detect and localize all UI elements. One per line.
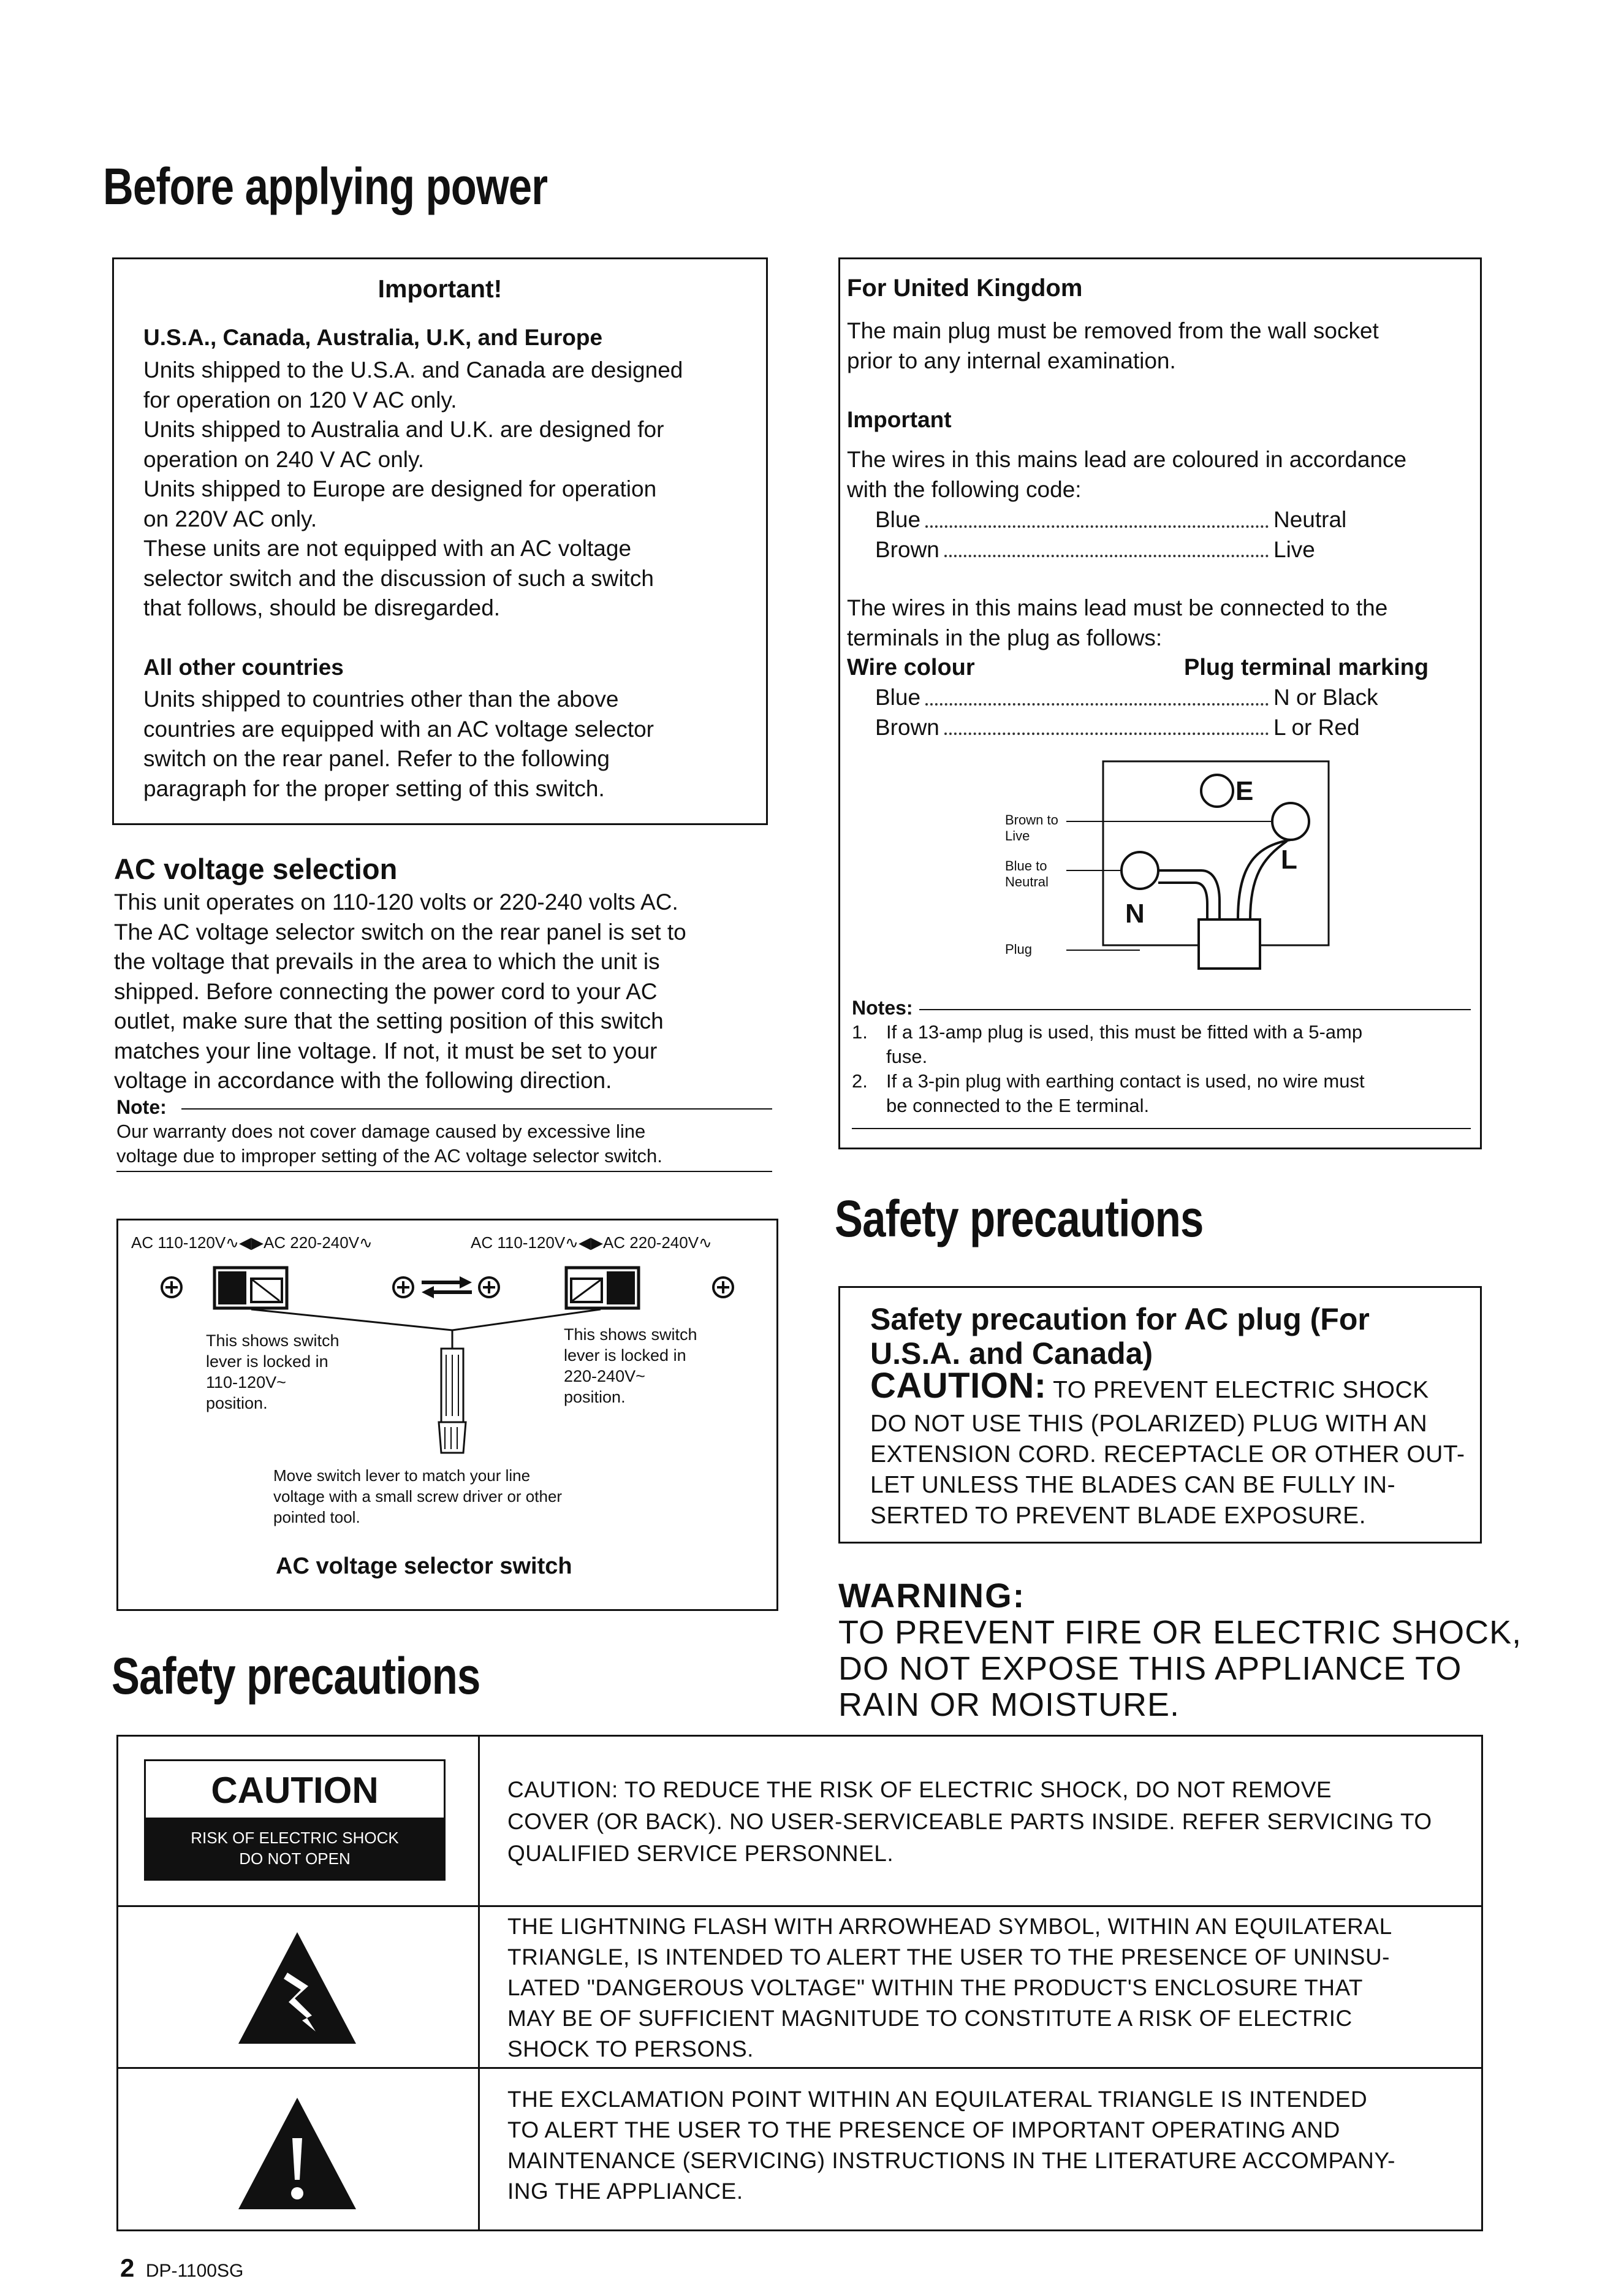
page-number: 2 [120,2253,135,2282]
text-line: switch on the rear panel. Refer to the following [143,746,610,771]
safety-title-left: Safety precautions [112,1647,480,1705]
switch-left-icon [214,1268,287,1308]
wire-colour-header: Wire colour [847,655,975,680]
switch-label-right: AC 110-120V∿◀▶AC 220-240V∿ [471,1233,712,1252]
text-line: Units shipped to the U.S.A. and Canada are designed [143,357,683,383]
lightning-triangle-icon [236,1930,359,2046]
ac-plug-safety-heading [870,1302,1370,1371]
caution-label-title: CAUTION [211,1770,379,1811]
text-line: voltage due to improper setting of the AC voltage selector switch. [116,1145,662,1167]
caption-line: lever is locked in [564,1346,686,1365]
page-title: Before applying power [103,158,548,215]
label-line: Live [1005,828,1030,843]
caution-text [870,1409,1471,1531]
move-caption [273,1465,562,1528]
label-line: Brown to [1005,812,1058,828]
terminal-row [875,683,1396,713]
terminal-value: N or Black [1273,685,1378,710]
text-line: Units shipped to Australia and U.K. are designed for [143,417,664,442]
caption-line: position. [206,1394,268,1412]
caution-line-1 [870,1366,1429,1406]
page-footer [120,2253,243,2283]
text-line: The wires in this mains lead are coloured in accordance [847,447,1407,472]
region-heading-usa: U.S.A., Canada, Australia, U.K, and Europe [143,325,603,350]
region-text-other [143,685,738,804]
switch-right-icon [566,1268,639,1308]
code-row [875,535,1396,565]
heading-line: Safety precaution for AC plug (For [870,1302,1370,1336]
wire-name: Brown [875,536,939,562]
caption-line: pointed tool. [273,1508,360,1526]
caution-first: TO PREVENT ELECTRIC SHOCK [1053,1377,1429,1403]
exclamation-triangle-icon [236,2095,359,2212]
caution-label-band [146,1818,444,1879]
table-row-1-text [507,1774,1463,1870]
note-line: fuse. [886,1046,928,1067]
text-line: Units shipped to Europe are designed for operation [143,476,657,501]
text-line: TO PREVENT FIRE OR ELECTRIC SHOCK, [838,1614,1522,1651]
blue-to-neutral-label [1005,858,1049,890]
leader-dots [925,703,1269,706]
plug-terminal-header: Plug terminal marking [1184,655,1429,680]
terminal-e-label: E [1235,776,1254,806]
leader-dots [944,733,1269,735]
safety-title-right: Safety precautions [835,1190,1204,1247]
text-line: Units shipped to countries other than the above [143,687,619,712]
text-line: LET UNLESS THE BLADES CAN BE FULLY IN- [870,1472,1396,1498]
text-line: that follows, should be disregarded. [143,595,501,620]
terminal-row [875,713,1396,743]
uk-heading: For United Kingdom [847,275,1083,302]
text-line: The AC voltage selector switch on the rear panel is set to [114,919,686,945]
text-line: TO ALERT THE USER TO THE PRESENCE OF IMPORTANT OPERATING AND [507,2117,1340,2142]
text-line: EXTENSION CORD. RECEPTACLE OR OTHER OUT- [870,1441,1465,1468]
screw-icon [713,1277,733,1297]
note-text [886,1069,1365,1118]
ac-selection-text [114,888,776,1096]
note-item [852,1020,1477,1069]
risk-line: RISK OF ELECTRIC SHOCK [191,1829,399,1847]
note-line: If a 13-amp plug is used, this must be fitted with a 5-amp [886,1021,1363,1043]
text-line: DO NOT EXPOSE THIS APPLIANCE TO [838,1650,1462,1687]
plug-label: Plug [1005,942,1033,957]
uk-code-intro [847,445,1472,504]
text-line: THE LIGHTNING FLASH WITH ARROWHEAD SYMBOL, WITHIN AN EQUILATERAL [507,1914,1392,1939]
uk-terminal-list [875,683,1396,742]
switch-figure-title: AC voltage selector switch [276,1553,572,1579]
leader-dots [925,525,1269,528]
caution-label [144,1759,446,1881]
caption-line: This shows switch [206,1331,340,1350]
ac-note-label: Note: [116,1096,167,1118]
caption-line: lever is locked in [206,1352,328,1371]
text-line: DO NOT USE THIS (POLARIZED) PLUG WITH AN [870,1411,1428,1437]
region-text-usa [143,356,738,623]
label-line: Neutral [1005,874,1049,889]
leader-dots [944,555,1269,557]
note-end-rule [116,1171,772,1172]
region-heading-other: All other countries [143,655,344,680]
table-row-2-text [507,1911,1463,2065]
text-line: with the following code: [847,476,1082,502]
wire-value: Neutral [1273,507,1347,532]
table-col-divider [478,1735,480,2231]
terminal-value: L or Red [1273,714,1360,740]
text-line: the voltage that prevails in the area to which the unit is [114,949,660,974]
screw-icon [479,1277,499,1297]
text-line: ING THE APPLIANCE. [507,2179,743,2204]
note-number: 1. [852,1021,868,1043]
note-text [886,1020,1362,1069]
notes-rule [919,1009,1471,1010]
caption-line: voltage with a small screw driver or other [273,1487,563,1506]
caption-line: 110-120V~ [206,1373,286,1392]
uk-code-list [875,505,1396,565]
table-row-3-text [507,2084,1463,2207]
warning-word: WARNING: [838,1576,1026,1615]
text-line: Our warranty does not cover damage caused by excessive line [116,1121,646,1142]
text-line: shipped. Before connecting the power cord to your AC [114,978,658,1004]
notes-end-rule [852,1128,1471,1129]
text-line: outlet, make sure that the setting position of this switch [114,1008,664,1034]
text-line: RAIN OR MOISTURE. [838,1686,1180,1723]
model-number: DP-1100SG [145,2261,244,2281]
risk-line: DO NOT OPEN [239,1849,351,1868]
text-line: TRIANGLE, IS INTENDED TO ALERT THE USER TO THE PRESENCE OF UNINSU- [507,1944,1390,1970]
terminal-l-label: L [1281,845,1297,875]
text-line: SERTED TO PREVENT BLADE EXPOSURE. [870,1502,1367,1529]
brown-to-live-label [1005,812,1058,844]
uk-intro [847,316,1472,376]
wire-name: Blue [875,685,921,710]
label-line: Blue to [1005,858,1047,874]
note-number: 2. [852,1070,868,1092]
switch-label-left: AC 110-120V∿◀▶AC 220-240V∿ [131,1233,373,1252]
table-row-divider [116,2067,1483,2069]
screw-icon [393,1277,413,1297]
text-line: These units are not equipped with an AC voltage [143,536,632,561]
text-line: SHOCK TO PERSONS. [507,2036,754,2062]
note-rule [181,1108,772,1110]
caution-word: CAUTION: [870,1366,1047,1406]
text-line: prior to any internal examination. [847,348,1176,373]
wire-name: Brown [875,714,939,740]
text-line: selector switch and the discussion of such a switch [143,565,654,591]
warning-text [838,1615,1522,1723]
text-line: MAY BE OF SUFFICIENT MAGNITUDE TO CONSTITUTE A RISK OF ELECTRIC [507,2006,1353,2031]
swap-arrows-icon [422,1276,472,1298]
text-line: operation on 240 V AC only. [143,446,425,472]
plug-wiring-diagram [999,760,1342,993]
text-line: CAUTION: TO REDUCE THE RISK OF ELECTRIC SHOCK, DO NOT REMOVE [507,1777,1332,1802]
text-line: QUALIFIED SERVICE PERSONNEL. [507,1841,894,1866]
wire-value: Live [1273,536,1315,562]
text-line: paragraph for the proper setting of this switch. [143,775,605,801]
switch-left-caption [206,1330,340,1414]
uk-notes [852,1020,1477,1118]
note-line: be connected to the E terminal. [886,1095,1150,1116]
note-line: If a 3-pin plug with earthing contact is used, no wire must [886,1070,1365,1092]
screw-icon [162,1277,181,1297]
text-line: COVER (OR BACK). NO USER-SERVICEABLE PARTS INSIDE. REFER SERVICING TO [507,1809,1432,1834]
uk-important: Important [847,407,952,432]
table-row-divider [116,1905,1483,1907]
text-line: voltage in accordance with the following direction. [114,1068,612,1093]
text-line: LATED "DANGEROUS VOLTAGE" WITHIN THE PRODUCT'S ENCLOSURE THAT [507,1975,1363,2000]
text-line: MAINTENANCE (SERVICING) INSTRUCTIONS IN THE LITERATURE ACCOMPANY- [507,2148,1395,2173]
caption-line: This shows switch [564,1325,697,1344]
ac-note-text [116,1119,778,1168]
uk-terminal-intro [847,593,1472,653]
note-item [852,1069,1477,1118]
heading-line: U.S.A. and Canada) [870,1336,1153,1371]
text-line: The wires in this mains lead must be connected to the [847,595,1388,620]
uk-notes-label: Notes: [852,997,913,1019]
text-line: This unit operates on 110-120 volts or 220-240 volts AC. [114,889,678,915]
ac-selection-heading: AC voltage selection [114,853,398,885]
text-line: on 220V AC only. [143,506,317,531]
text-line: terminals in the plug as follows: [847,625,1163,650]
code-row [875,505,1396,535]
text-line: matches your line voltage. If not, it must be set to your [114,1038,658,1064]
text-line: THE EXCLAMATION POINT WITHIN AN EQUILATERAL TRIANGLE IS INTENDED [507,2087,1368,2112]
important-heading: Important! [378,275,503,303]
text-line: The main plug must be removed from the wall socket [847,318,1379,343]
caption-line: position. [564,1388,626,1406]
text-line: countries are equipped with an AC voltage selector [143,716,655,742]
caption-line: 220-240V~ [564,1367,645,1385]
switch-right-caption [564,1324,697,1407]
wire-name: Blue [875,507,921,532]
terminal-n-label: N [1125,899,1145,929]
caption-line: Move switch lever to match your line [273,1466,531,1485]
text-line: for operation on 120 V AC only. [143,387,457,413]
